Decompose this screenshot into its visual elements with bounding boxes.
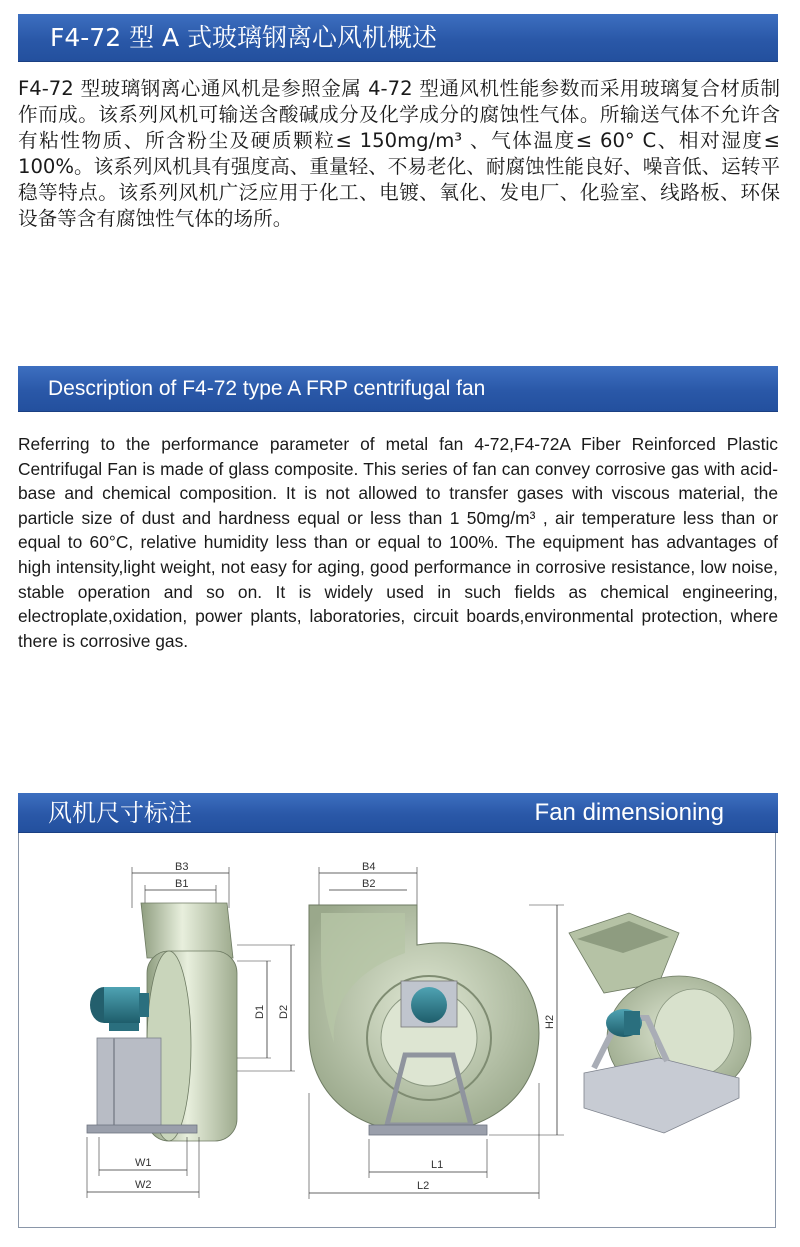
fan-isometric-view (569, 913, 751, 1133)
fan-front-view (309, 861, 564, 1199)
label-l1: L1 (431, 1159, 444, 1171)
dimensioning-title-cn: 风机尺寸标注 (48, 799, 192, 827)
label-b2: B2 (362, 878, 376, 890)
side-outlet-duct (141, 903, 233, 958)
section-title-cn-text: F4-72 型 A 式玻璃钢离心风机概述 (50, 23, 438, 52)
section-title-dimensioning (18, 793, 778, 833)
label-d1: D1 (254, 1004, 266, 1019)
front-motor (411, 987, 447, 1023)
label-b1: B1 (175, 878, 189, 890)
label-d2: D2 (278, 1004, 290, 1019)
side-base-plate (87, 1125, 197, 1133)
side-motor-body (104, 987, 140, 1023)
overview-paragraph-en: Referring to the performance parameter of metal fan 4-72,F4-72A Fiber Reinforced Plastic Centrifugal Fan is made of glass composite. This series of fan can convey corrosive gas with acid-base and chemical composition. It is not allowed to transfer gases with viscous material, the particle size of dust and hardness equal or less than 1 50mg/m³ , air temperature less than or equal to 60°C, relative humidity less than or equal to 100%. The equipment has advantages of high intensity,light weight, not easy for aging, good performance in corrosive resistance, low noise, stable operation and so on. It is widely used in such fields as chemical engineering, electroplate,oxidation, power plants, laboratories, circuit boards,environmental protection, where there is corrosive gas. (18, 434, 778, 651)
label-l2: L2 (417, 1180, 430, 1192)
section-title-en-text: Description of F4-72 type A FRP centrifugal fan (48, 377, 486, 400)
label-h2: H2 (544, 1014, 556, 1029)
fan-dimension-diagram (18, 833, 776, 1228)
section-title-en (18, 366, 778, 412)
label-b3: B3 (175, 861, 189, 873)
dimensioning-title-en: Fan dimensioning (534, 799, 724, 826)
overview-paragraph-cn: F4-72 型玻璃钢离心通风机是参照金属 4-72 型通风机性能参数而采用玻璃复合材质制作而成。该系列风机可输送含酸碱成分及化学成分的腐蚀性气体。所输送气体不允许含有粘性物质、所含粉尘及硬质颗粒≤ 150mg/m³ 、气体温度≤ 60° C、相对湿度≤ 100%。该系列风机具有强度高、重量轻、不易老化、耐腐蚀性能良好、噪音低、运转平稳等特点。该系列风机广泛应用于化工、电镀、氧化、发电厂、化验室、线路板、环保设备等含有腐蚀性气体的场所。 (18, 77, 780, 230)
side-frame (97, 1038, 161, 1128)
label-w2: W2 (135, 1179, 152, 1191)
fan-side-view (87, 861, 295, 1198)
label-b4: B4 (362, 861, 376, 873)
front-base-plate (369, 1125, 487, 1135)
section-title-cn (18, 14, 778, 62)
label-w1: W1 (135, 1157, 152, 1169)
fan-drawing-svg (19, 833, 777, 1228)
